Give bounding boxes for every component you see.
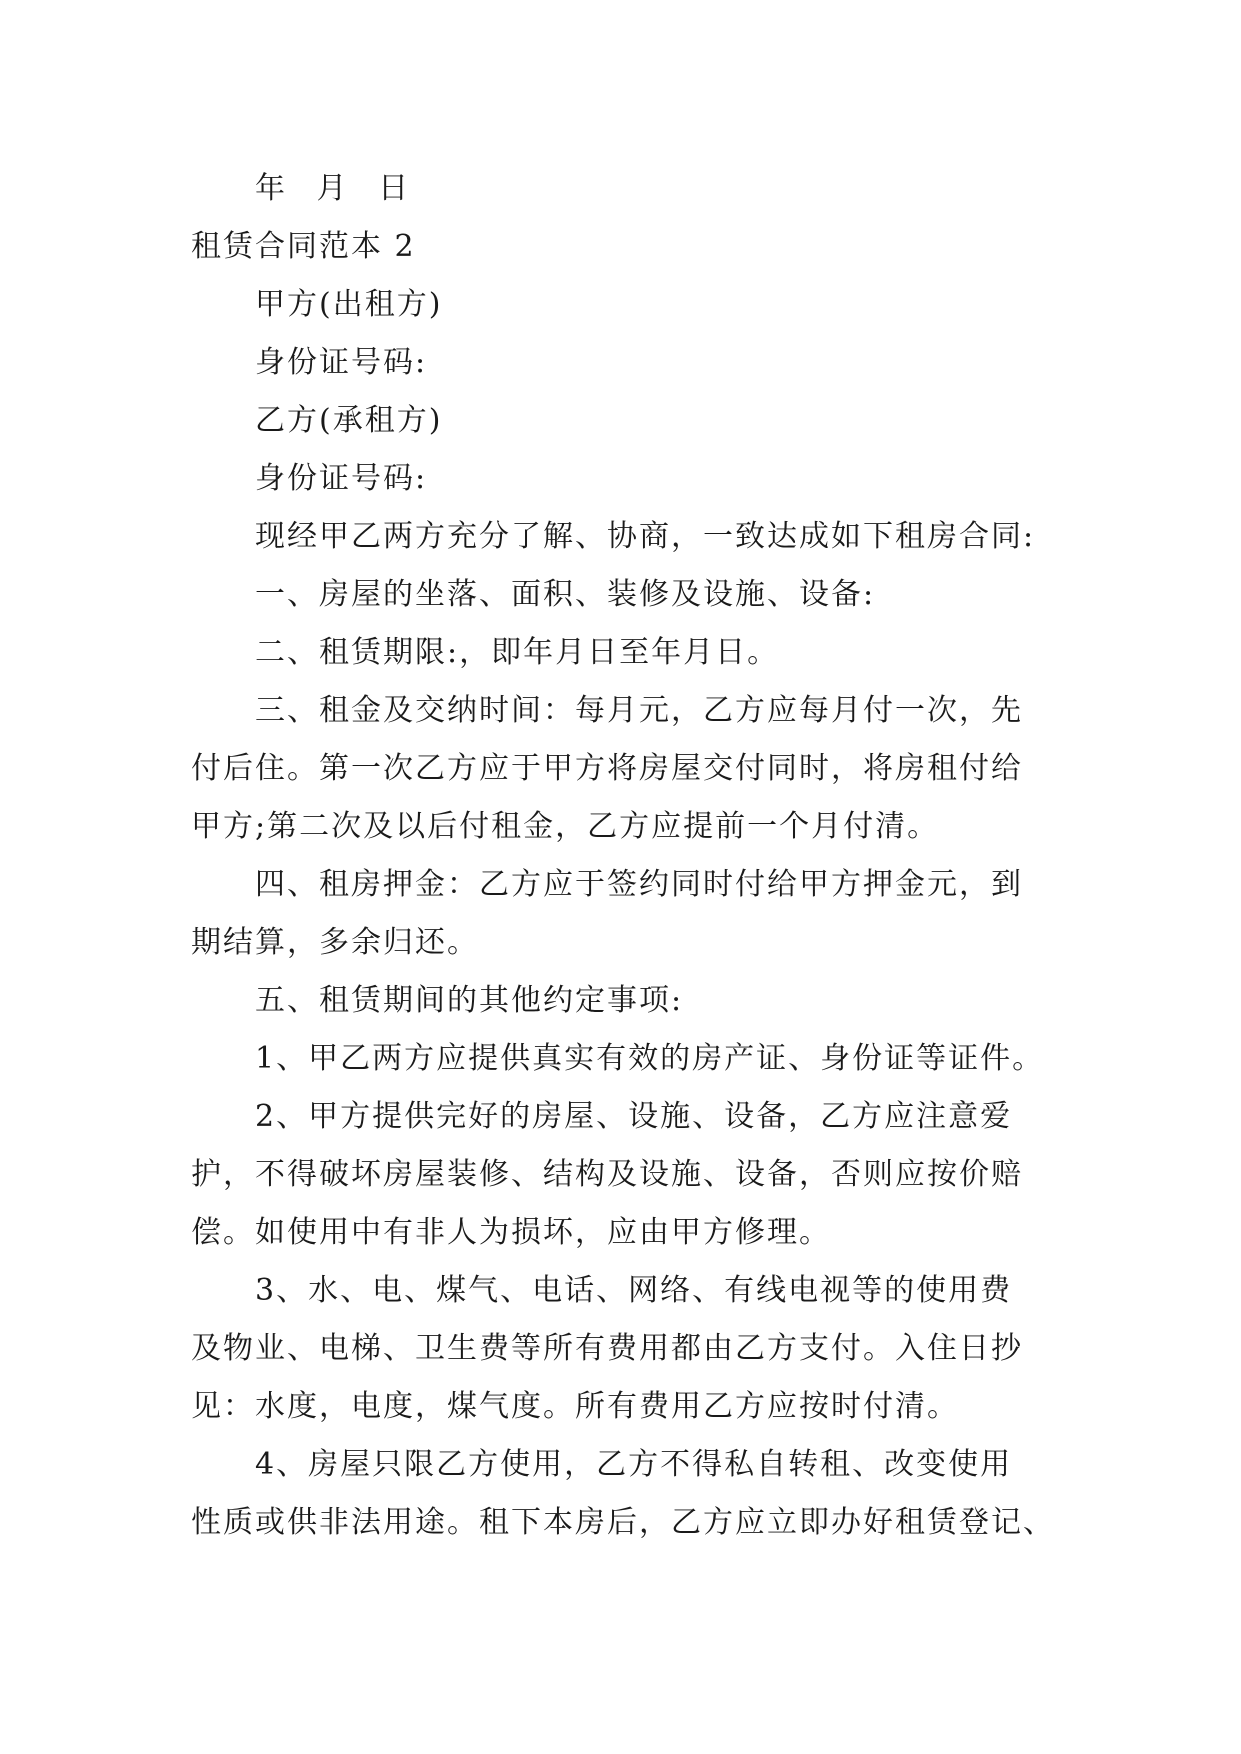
- clause-3-line-3: 甲方;第二次及以后付租金，乙方应提前一个月付清。: [191, 809, 940, 844]
- item-3-line-3: 见：水度，电度，煤气度。所有费用乙方应按时付清。: [191, 1389, 959, 1424]
- clause-4-line-2: 期结算，多余归还。: [191, 925, 479, 960]
- party-b-id-line: 身份证号码:: [255, 461, 428, 496]
- clause-3-line-1: 三、租金及交纳时间：每月元，乙方应每月付一次，先: [255, 693, 1023, 728]
- item-1: 1、甲乙两方应提供真实有效的房产证、身份证等证件。: [255, 1041, 1045, 1076]
- party-a-line: 甲方(出租方): [255, 287, 443, 322]
- item-3-line-2: 及物业、电梯、卫生费等所有费用都由乙方支付。入住日抄: [191, 1331, 1023, 1366]
- document-title: 租赁合同范本 2: [191, 229, 416, 264]
- date-line: 年 月 日: [255, 171, 411, 206]
- clause-3-line-2: 付后住。第一次乙方应于甲方将房屋交付同时，将房租付给: [191, 751, 1023, 786]
- clause-4-line-1: 四、租房押金：乙方应于签约同时付给甲方押金元，到: [255, 867, 1023, 902]
- intro-paragraph: 现经甲乙两方充分了解、协商，一致达成如下租房合同:: [255, 519, 1036, 554]
- item-2-line-2: 护，不得破坏房屋装修、结构及设施、设备，否则应按价赔: [191, 1157, 1023, 1192]
- clause-1: 一、房屋的坐落、面积、装修及设施、设备:: [255, 577, 876, 612]
- item-3-line-1: 3、水、电、煤气、电话、网络、有线电视等的使用费: [255, 1273, 1013, 1308]
- item-2-line-3: 偿。如使用中有非人为损坏，应由甲方修理。: [191, 1215, 831, 1250]
- clause-2: 二、租赁期限:，即年月日至年月日。: [255, 635, 780, 670]
- party-b-line: 乙方(承租方): [255, 403, 443, 438]
- item-4-line-1: 4、房屋只限乙方使用，乙方不得私自转租、改变使用: [255, 1447, 1013, 1482]
- party-a-id-line: 身份证号码:: [255, 345, 428, 380]
- item-2-line-1: 2、甲方提供完好的房屋、设施、设备，乙方应注意爱: [255, 1099, 1013, 1134]
- contract-body: [191, 160, 1061, 1552]
- item-4-line-2: 性质或供非法用途。租下本房后，乙方应立即办好租赁登记、: [191, 1505, 1055, 1540]
- clause-5: 五、租赁期间的其他约定事项:: [255, 983, 684, 1018]
